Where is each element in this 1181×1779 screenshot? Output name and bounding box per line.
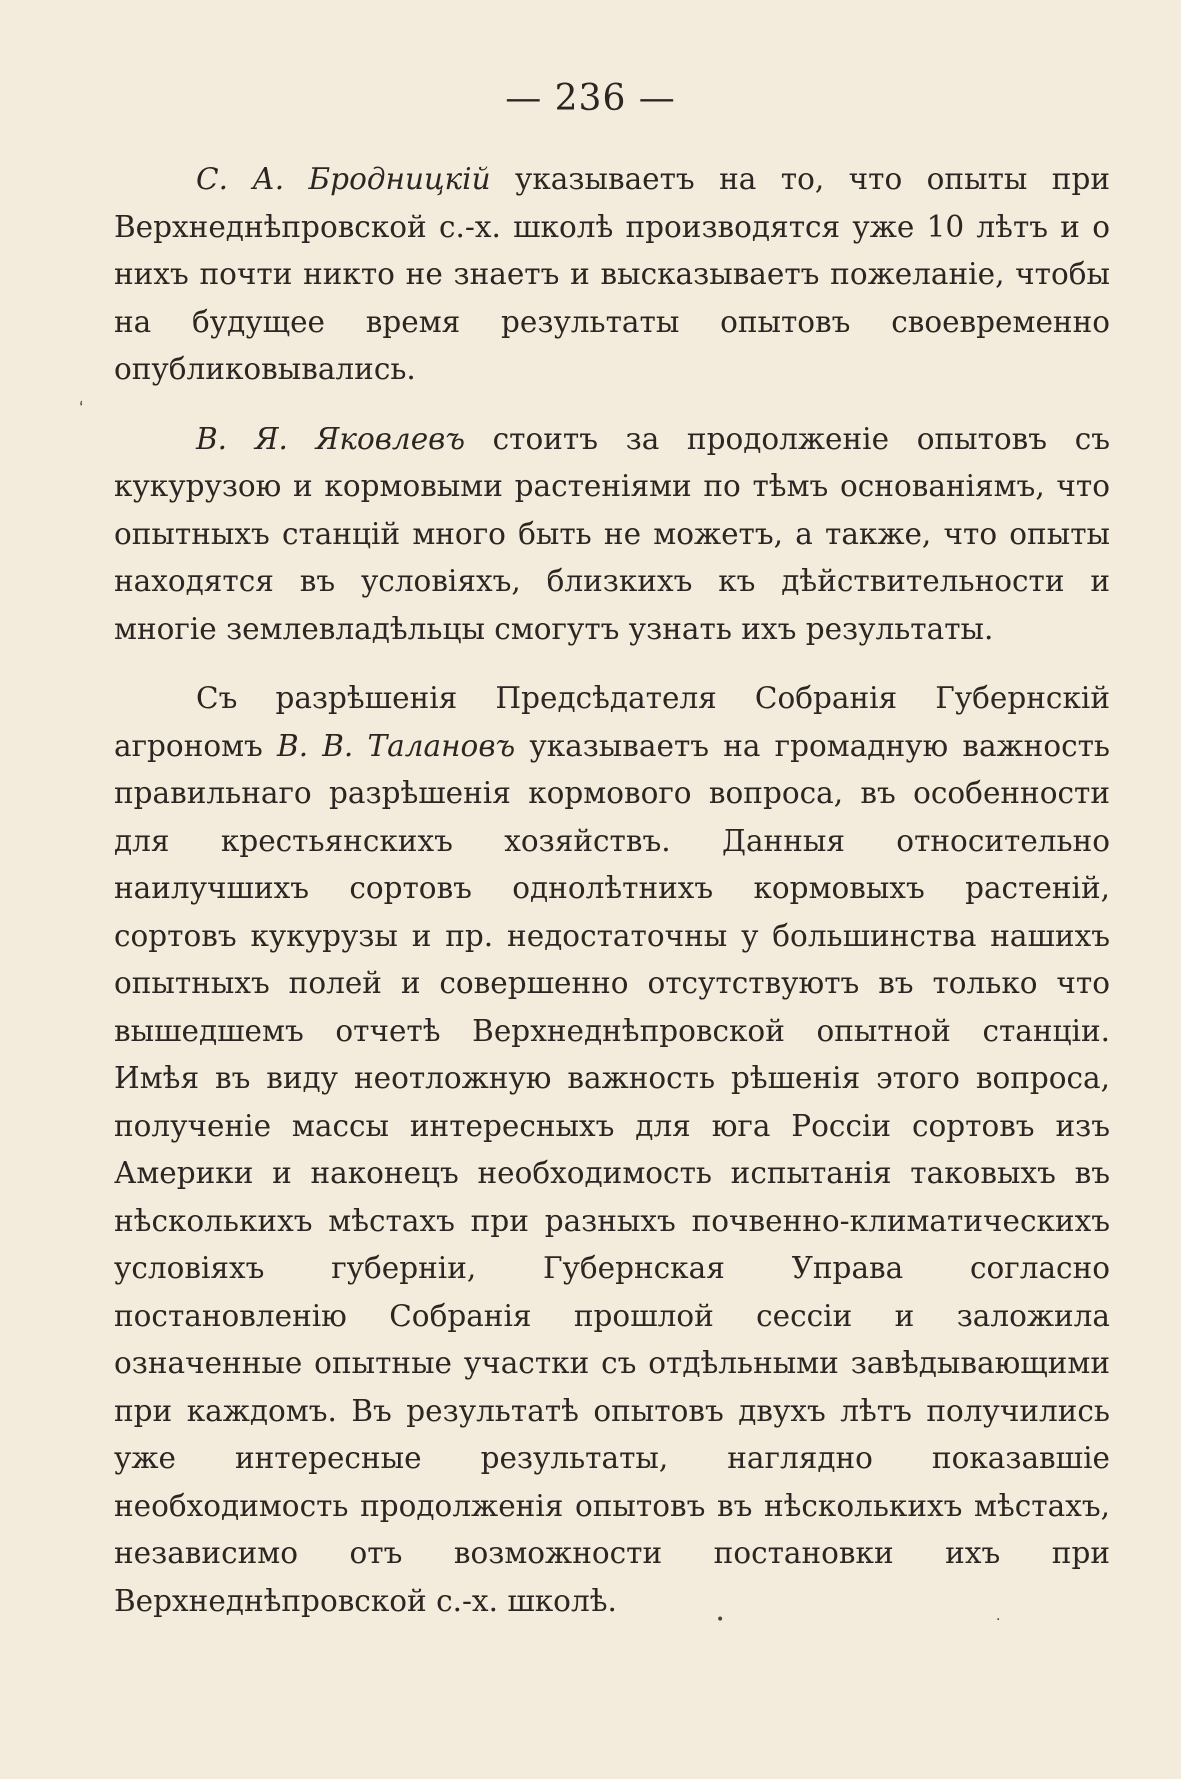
paragraph-text: указываетъ на громадную важность правильнаго разрѣшенія кормового вопроса, въ особенности для крестьянскихъ хозяйствъ. Данныя относительно наилучшихъ сортовъ однолѣтнихъ кормовыхъ растеній, сортовъ кукурузы и пр. недостаточны у большинства нашихъ опытныхъ полей и совершенно отсутствуютъ въ только что вышедшемъ отчетѣ Верхнеднѣпровской опытной станціи. Имѣя въ виду неотложную важность рѣшенія этого вопроса, полученіе массы интересныхъ для юга Россіи сортовъ изъ Америки и наконецъ необходимость испытанія таковыхъ въ нѣсколькихъ мѣстахъ при разныхъ почвенно-климатическихъ условіяхъ губерніи, Губернская Управа согласно постановленію Собранія прошлой сессіи и заложила означенные опытные участки съ отдѣльными завѣдывающими при каждомъ. Въ результатѣ опытовъ двухъ лѣтъ получились уже интересные результаты, наглядно показавшіе необходимость продолженія опытовъ въ нѣсколькихъ мѣстахъ, независимо отъ возможности постановки ихъ при Верхнеднѣпровской с.-х. школѣ. bbox=[114, 728, 1110, 1618]
paragraph-yakovlev bbox=[114, 416, 1110, 654]
paragraph-lead-in: Съ разрѣшенія Предсѣдателя Собранія Губернскій агрономъ bbox=[114, 681, 1110, 763]
document-body bbox=[114, 156, 1110, 1625]
ink-speck: · bbox=[996, 1612, 1001, 1628]
ink-speck: • bbox=[716, 1612, 725, 1628]
speaker-name: С. А. Бродницкій bbox=[196, 162, 491, 196]
paragraph-text: указываетъ на то, что опыты при Верхнеднѣпровской с.-х. школѣ производятся уже 10 лѣтъ и о нихъ почти никто не знаетъ и высказываетъ пожеланіе, чтобы на будущее время результаты опытовъ своевременно опубликовывались. bbox=[114, 162, 1110, 386]
speaker-name: В. В. Талановъ bbox=[277, 728, 516, 763]
paragraph-text: стоитъ за продолженіе опытовъ съ кукурузою и кормовыми растеніями по тѣмъ основаніямъ, что опытныхъ станцій много быть не можетъ, а также, что опыты находятся въ условіяхъ, близкихъ къ дѣйствительности и многіе землевладѣльцы смогутъ узнать ихъ результаты. bbox=[114, 421, 1110, 646]
paragraph-talanov bbox=[114, 675, 1110, 1625]
speaker-name: В. Я. Яковлевъ bbox=[196, 421, 465, 456]
paragraph-brodnitsky bbox=[114, 156, 1110, 394]
page-number: — 236 — bbox=[505, 78, 676, 119]
margin-pencil-mark: ʻ bbox=[76, 397, 90, 420]
